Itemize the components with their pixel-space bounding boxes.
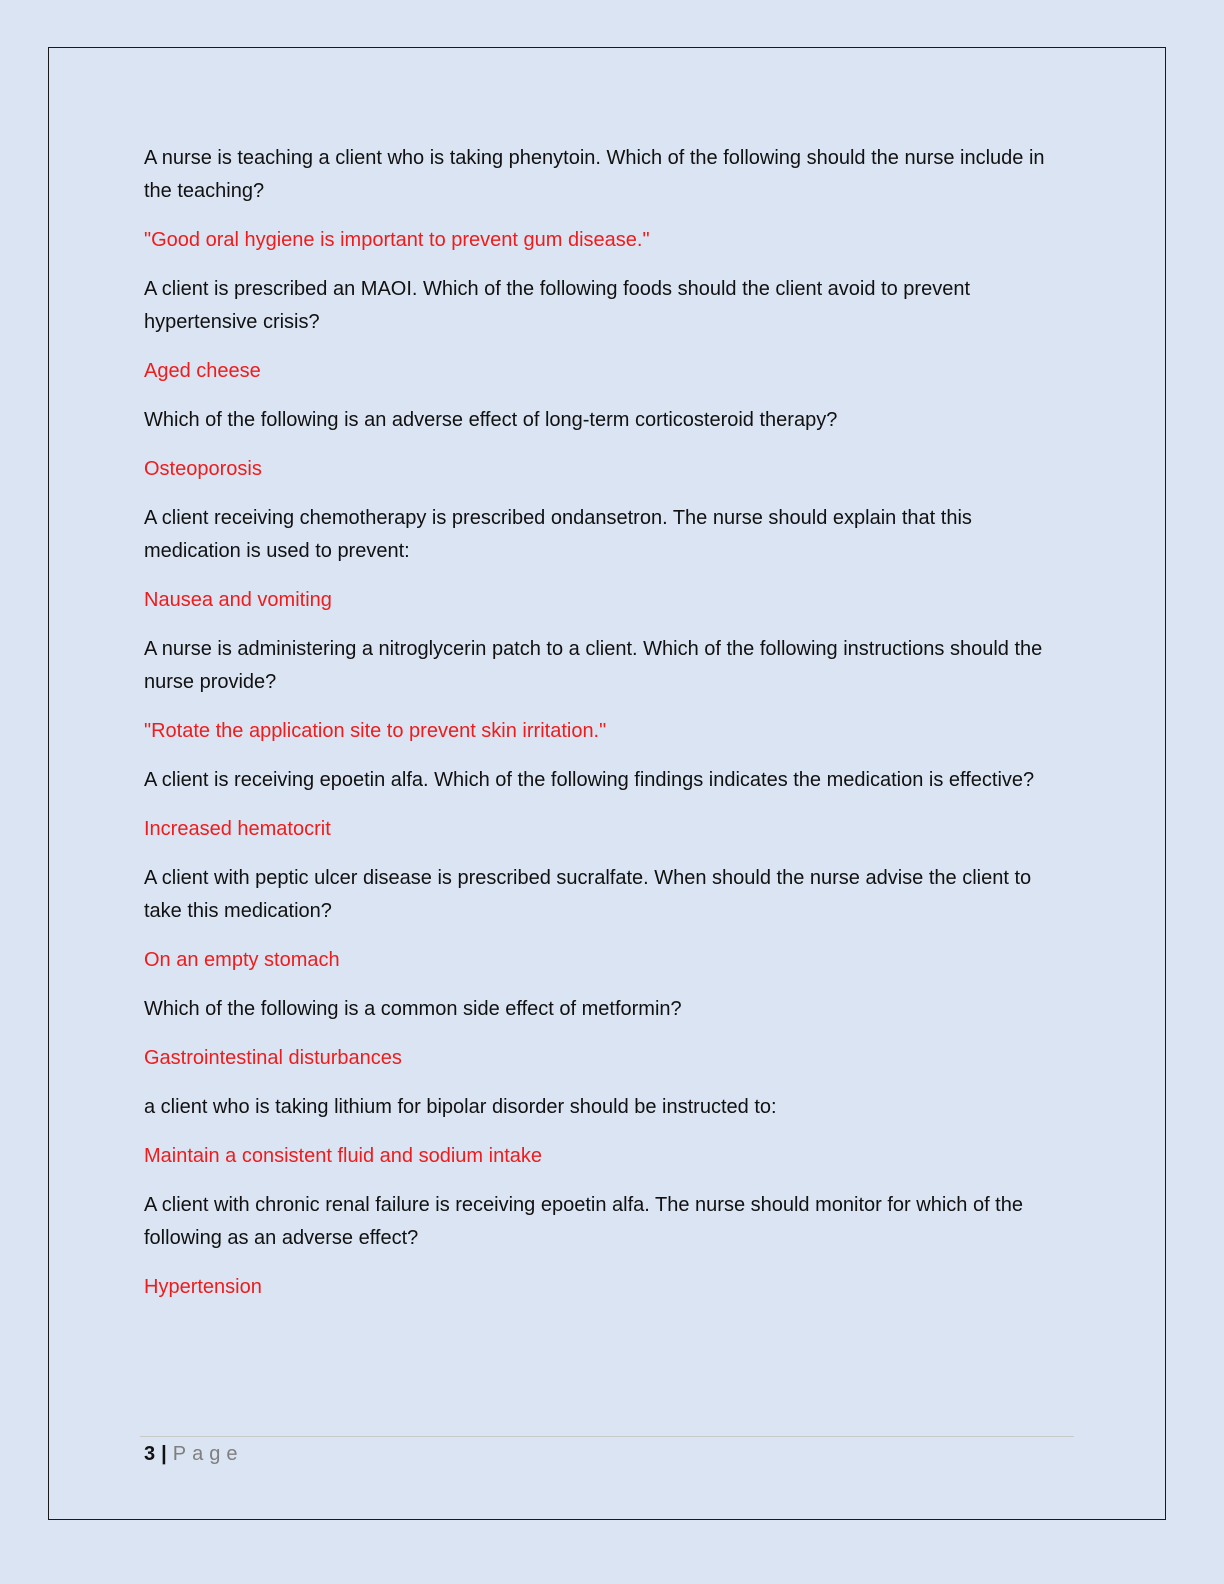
answer-6: Increased hematocrit — [144, 818, 331, 840]
footer-separator: | — [161, 1443, 167, 1465]
question-7: A client with peptic ulcer disease is prescribed sucralfate. When should the nurse advise the client to take this medication? — [144, 867, 1032, 922]
page-number: 3 — [144, 1443, 156, 1465]
document-body — [144, 142, 1064, 1320]
page-label: Page — [172, 1443, 244, 1465]
answer-9: Maintain a consistent fluid and sodium intake — [144, 1145, 543, 1167]
question-6: A client is receiving epoetin alfa. Which of the following findings indicates the medication is effective? — [144, 769, 1035, 791]
question-9: a client who is taking lithium for bipolar disorder should be instructed to: — [144, 1096, 777, 1118]
footer-divider — [140, 1436, 1074, 1437]
answer-7: On an empty stomach — [144, 949, 340, 971]
question-10: A client with chronic renal failure is receiving epoetin alfa. The nurse should monitor for which of the following as an adverse effect? — [144, 1194, 1023, 1249]
answer-4: Nausea and vomiting — [144, 589, 332, 611]
answer-10: Hypertension — [144, 1276, 262, 1298]
question-3: Which of the following is an adverse effect of long-term corticosteroid therapy? — [144, 409, 838, 431]
answer-2: Aged cheese — [144, 360, 261, 382]
answer-5: "Rotate the application site to prevent skin irritation." — [144, 720, 607, 742]
question-2: A client is prescribed an MAOI. Which of the following foods should the client avoid to prevent hypertensive crisis? — [144, 278, 970, 333]
answer-1: "Good oral hygiene is important to prevent gum disease." — [144, 229, 650, 251]
question-5: A nurse is administering a nitroglycerin patch to a client. Which of the following instructions should the nurse provide? — [144, 638, 1043, 693]
answer-3: Osteoporosis — [144, 458, 262, 480]
page-footer — [144, 1440, 243, 1468]
question-1: A nurse is teaching a client who is taking phenytoin. Which of the following should the nurse include in the teaching? — [144, 147, 1045, 202]
answer-8: Gastrointestinal disturbances — [144, 1047, 402, 1069]
question-8: Which of the following is a common side effect of metformin? — [144, 998, 682, 1020]
question-4: A client receiving chemotherapy is prescribed ondansetron. The nurse should explain that this medication is used to prevent: — [144, 507, 972, 562]
